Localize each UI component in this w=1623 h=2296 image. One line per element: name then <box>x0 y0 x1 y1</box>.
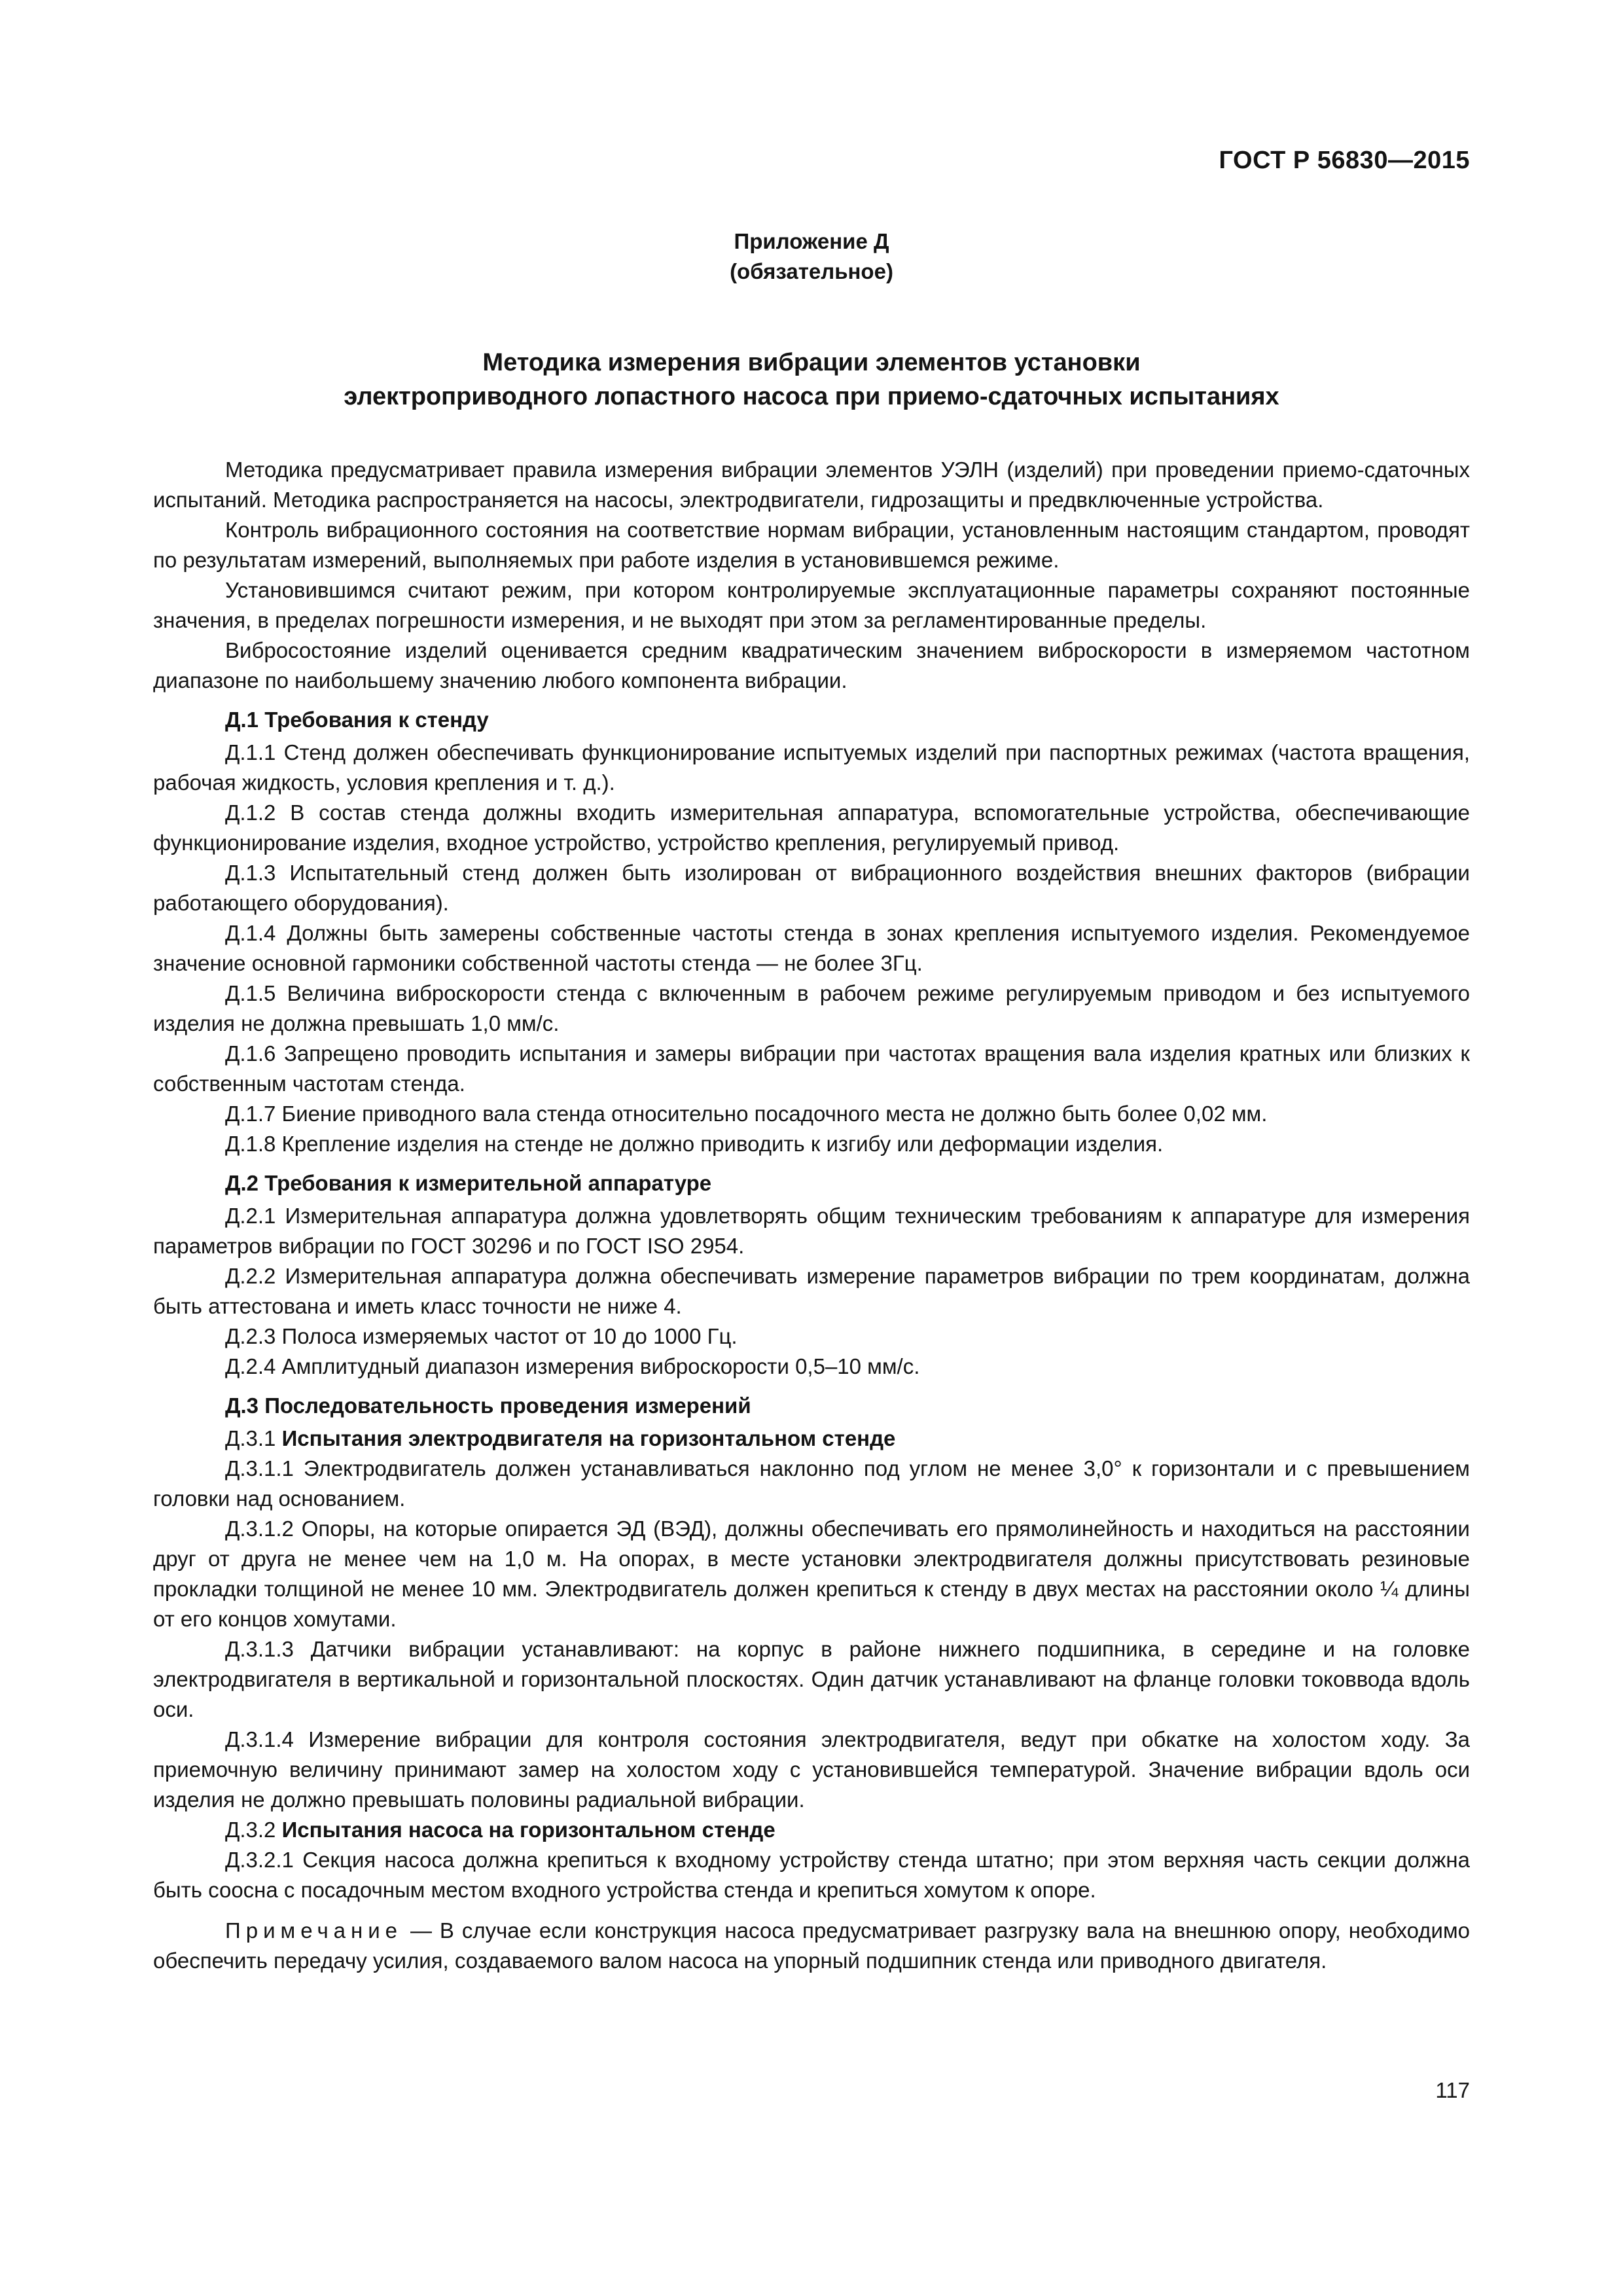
clause-d2-3: Д.2.3 Полоса измеряемых частот от 10 до 1000 Гц. <box>225 1324 738 1348</box>
standard-code: ГОСТ Р 56830—2015 <box>1219 147 1470 174</box>
subsection-heading-d3-1 <box>153 1424 1470 1454</box>
document-title <box>0 346 1623 414</box>
appendix-status: (обязательное) <box>730 259 893 283</box>
clause-d2-2: Д.2.2 Измерительная аппаратура должна обеспечивать измерение параметров вибрации по трем координатам, должна быть аттестована и иметь класс точности не ниже 4. <box>153 1264 1470 1318</box>
intro-paragraph: Вибросостояние изделий оценивается средним квадратическим значением виброскорости в измеряемом частотном диапазоне по наибольшему значению любого компонента вибрации. <box>153 638 1470 692</box>
clause-d1-4: Д.1.4 Должны быть замерены собственные частоты стенда в зонах крепления испытуемого изделия. Рекомендуемое значение основной гармоники собственной частоты стенда — не более 3Гц. <box>153 921 1470 975</box>
section-heading-d3: Д.3 Последовательность проведения измерений <box>225 1393 751 1418</box>
subsection-title: Испытания насоса на горизонтальном стенде <box>281 1818 776 1842</box>
subsection-heading-d3-2 <box>153 1815 1470 1845</box>
subsection-number: Д.3.2 <box>225 1818 282 1842</box>
clause-d2-1: Д.2.1 Измерительная аппаратура должна удовлетворять общим техническим требованиям к аппаратуре для измерения параметров вибрации по ГОСТ 30296 и по ГОСТ ISO 2954. <box>153 1204 1470 1258</box>
clause-d1-5: Д.1.5 Величина виброскорости стенда с включенным в рабочем режиме регулируемым приводом и без испытуемого изделия не должна превышать 1,0 мм/с. <box>153 981 1470 1035</box>
clause-d1-8: Д.1.8 Крепление изделия на стенде не должно приводить к изгибу или деформации изделия. <box>225 1132 1164 1156</box>
clause-d3-2-1: Д.3.2.1 Секция насоса должна крепиться к входному устройству стенда штатно; при этом верхняя часть секции должна быть соосна с посадочным местом входного устройства стенда и крепиться хомутом к опоре. <box>153 1848 1470 1902</box>
note-paragraph <box>153 1916 1470 1976</box>
clause-d2-4: Д.2.4 Амплитудный диапазон измерения виброскорости 0,5–10 мм/с. <box>225 1354 920 1378</box>
clause-d1-1: Д.1.1 Стенд должен обеспечивать функционирование испытуемых изделий при паспортных режимах (частота вращения, рабочая жидкость, условия крепления и т. д.). <box>153 740 1470 795</box>
clause-d1-2: Д.1.2 В состав стенда должны входить измерительная аппаратура, вспомогательные устройства, обеспечивающие функционирование изделия, входное устройство, устройство крепления, регулируемый привод. <box>153 800 1470 855</box>
appendix-label: Приложение Д <box>734 229 889 253</box>
intro-paragraph: Методика предусматривает правила измерения вибрации элементов УЭЛН (изделий) при проведении приемо-сдаточных испытаний. Методика распространяется на насосы, электродвигатели, гидрозащиты и предвключенные устройства. <box>153 457 1470 512</box>
clause-d3-1-2: Д.3.1.2 Опоры, на которые опирается ЭД (ВЭД), должны обеспечивать его прямолинейность и находиться на расстоянии друг от друга не менее чем на 1,0 м. На опорах, в месте установки электродвигателя должны присутствовать резиновые прокладки толщиной не менее 10 мм. Электродвигатель должен крепиться к стенду в двух местах на расстоянии около ¼ длины от его концов хомутами. <box>153 1516 1470 1631</box>
subsection-number: Д.3.1 <box>225 1426 282 1450</box>
subsection-title: Испытания электродвигателя на горизонтальном стенде <box>281 1426 896 1450</box>
page-number: 117 <box>1435 2078 1470 2102</box>
title-line-1: Методика измерения вибрации элементов установки <box>482 349 1141 376</box>
note-label: Примечание <box>225 1918 403 1943</box>
note-text: — В случае если конструкция насоса предусматривает разгрузку вала на внешнюю опору, необходимо обеспечить передачу усилия, создаваемого валом насоса на упорный подшипник стенда или приводного двигателя. <box>153 1918 1470 1973</box>
title-line-2: электроприводного лопастного насоса при приемо-сдаточных испытаниях <box>344 383 1279 410</box>
section-heading-d2: Д.2 Требования к измерительной аппаратуре <box>225 1171 712 1195</box>
clause-d3-1-4: Д.3.1.4 Измерение вибрации для контроля состояния электродвигателя, ведут при обкатке на холостом ходу. За приемочную величину принимают замер на холостом ходу с установившейся температурой. Значение вибрации вдоль оси изделия не должно превышать половины радиальной вибрации. <box>153 1727 1470 1812</box>
intro-paragraph: Контроль вибрационного состояния на соответствие нормам вибрации, установленным настоящим стандартом, проводят по результатам измерений, выполняемых при работе изделия в установившемся режиме. <box>153 518 1470 572</box>
clause-d1-6: Д.1.6 Запрещено проводить испытания и замеры вибрации при частотах вращения вала изделия кратных или близких к собственным частотам стенда. <box>153 1041 1470 1096</box>
clause-d3-1-3: Д.3.1.3 Датчики вибрации устанавливают: на корпус в районе нижнего подшипника, в середине и на головке электродвигателя в вертикальной и горизонтальной плоскостях. Один датчик устанавливают на фланце головки токоввода вдоль оси. <box>153 1637 1470 1721</box>
document-body <box>153 455 1470 1976</box>
clause-d1-7: Д.1.7 Биение приводного вала стенда относительно посадочного места не должно быть более 0,02 мм. <box>225 1102 1268 1126</box>
appendix-heading <box>0 226 1623 287</box>
clause-d3-1-1: Д.3.1.1 Электродвигатель должен устанавливаться наклонно под углом не менее 3,0° к горизонтали и с превышением головки над основанием. <box>153 1456 1470 1511</box>
clause-d1-3: Д.1.3 Испытательный стенд должен быть изолирован от вибрационного воздействия внешних факторов (вибрации работающего оборудования). <box>153 861 1470 915</box>
section-heading-d1: Д.1 Требования к стенду <box>225 708 489 732</box>
intro-paragraph: Установившимся считают режим, при котором контролируемые эксплуатационные параметры сохраняют постоянные значения, в пределах погрешности измерения, и не выходят при этом за регламентированные пределы. <box>153 578 1470 632</box>
